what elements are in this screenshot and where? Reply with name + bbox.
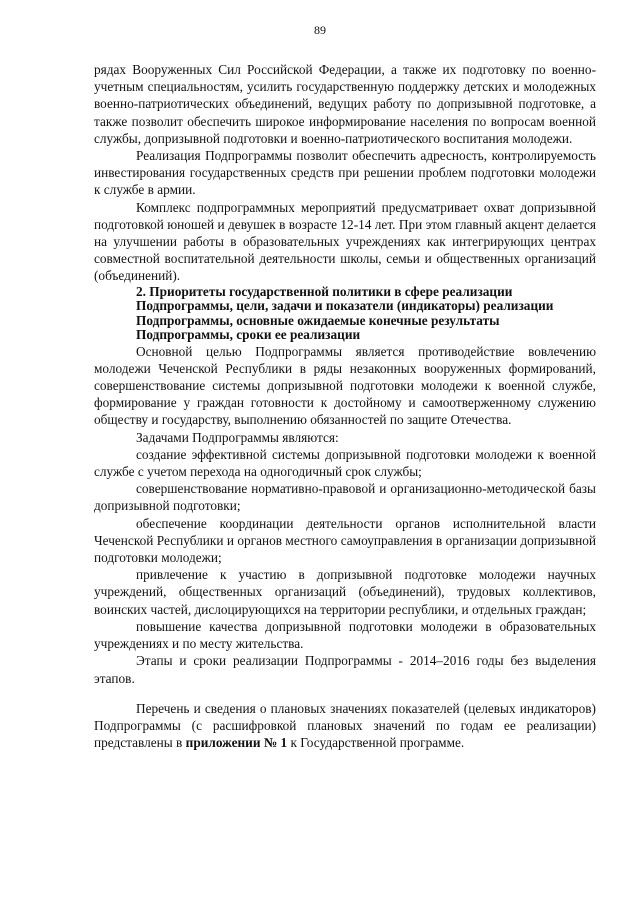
paragraph: рядах Вооруженных Сил Российской Федерации, а также их подготовку по военно-учетным специальностям, усилить государственную поддержку детских и молодежных военно-патриотических объединений, ведущих работу по допризывной подготовке, а также позволит обеспечить широкое информирование населения по вопросам военной службы, допризывной подготовки и военно-патриотического воспитания молодежи. xyxy=(94,62,596,146)
paragraph-final xyxy=(94,700,596,752)
paragraph: Реализация Подпрограммы позволит обеспечить адресность, контролируемость инвестирования государственных средств при решении проблем подготовки молодежи к службе в армии. xyxy=(94,148,596,198)
paragraph: Задачами Подпрограммы являются: xyxy=(136,429,339,445)
final-text-before: Перечень и сведения о плановых значениях показателей (целевых индикаторов) Подпрограммы (с расшифровкой плановых значений по годам ее реализации) представлены в xyxy=(94,700,596,751)
document-body xyxy=(94,61,596,751)
list-item: создание эффективной системы допризывной подготовки молодежи к военной службе с учетом перехода на одногодичный срок службы; xyxy=(94,446,596,480)
paragraph: Этапы и сроки реализации Подпрограммы - 2014–2016 годы без выделения этапов. xyxy=(94,653,596,686)
paragraph: Комплекс подпрограммных мероприятий предусматривает охват допризывной подготовкой юношей и девушек в возрасте 12-14 лет. При этом главный акцент делается на улучшении работы в образовательных учреждениях как интегрирующих центрах совместной воспитательной деятельности школы, семьи и общественных организаций (объединений). xyxy=(94,199,596,284)
final-text-after: к Государственной программе. xyxy=(287,735,465,751)
section-heading-line: Подпрограммы, основные ожидаемые конечные результаты xyxy=(136,312,500,328)
list-item: обеспечение координации деятельности органов исполнительной власти Чеченской Республики и органов местного самоуправления в организации допризывной подготовки молодежи; xyxy=(94,515,596,566)
page-number: 89 xyxy=(314,23,326,37)
section-heading xyxy=(94,285,596,343)
list-item: повышение качества допризывной подготовки молодежи в образовательных учреждениях и по месту жительства. xyxy=(94,618,596,652)
section-heading-line: Подпрограммы, цели, задачи и показатели (индикаторы) реализации xyxy=(136,298,554,314)
appendix-reference: приложении № 1 xyxy=(185,735,288,751)
section-heading-line: Подпрограммы, сроки ее реализации xyxy=(136,327,361,343)
list-item: привлечение к участию в допризывной подготовке молодежи научных учреждений, общественных организаций (объединений), трудовых коллективов, воинских частей, дислоцирующихся на территории республики, и отдельных граждан; xyxy=(94,567,596,617)
section-heading-line: 2. Приоритеты государственной политики в сфере реализации xyxy=(136,283,513,299)
list-item: совершенствование нормативно-правовой и организационно-методической базы допризывной подготовки; xyxy=(94,481,596,514)
paragraph: Основной целью Подпрограммы является противодействие вовлечению молодежи Чеченской Республики в ряды незаконных вооруженных формирований, совершенствование системы допризывной подготовки молодежи к военной службе, формирование у граждан готовности к достойному и самоотверженному служению обществу и государству, выполнению обязанностей по защите Отечества. xyxy=(94,343,596,428)
